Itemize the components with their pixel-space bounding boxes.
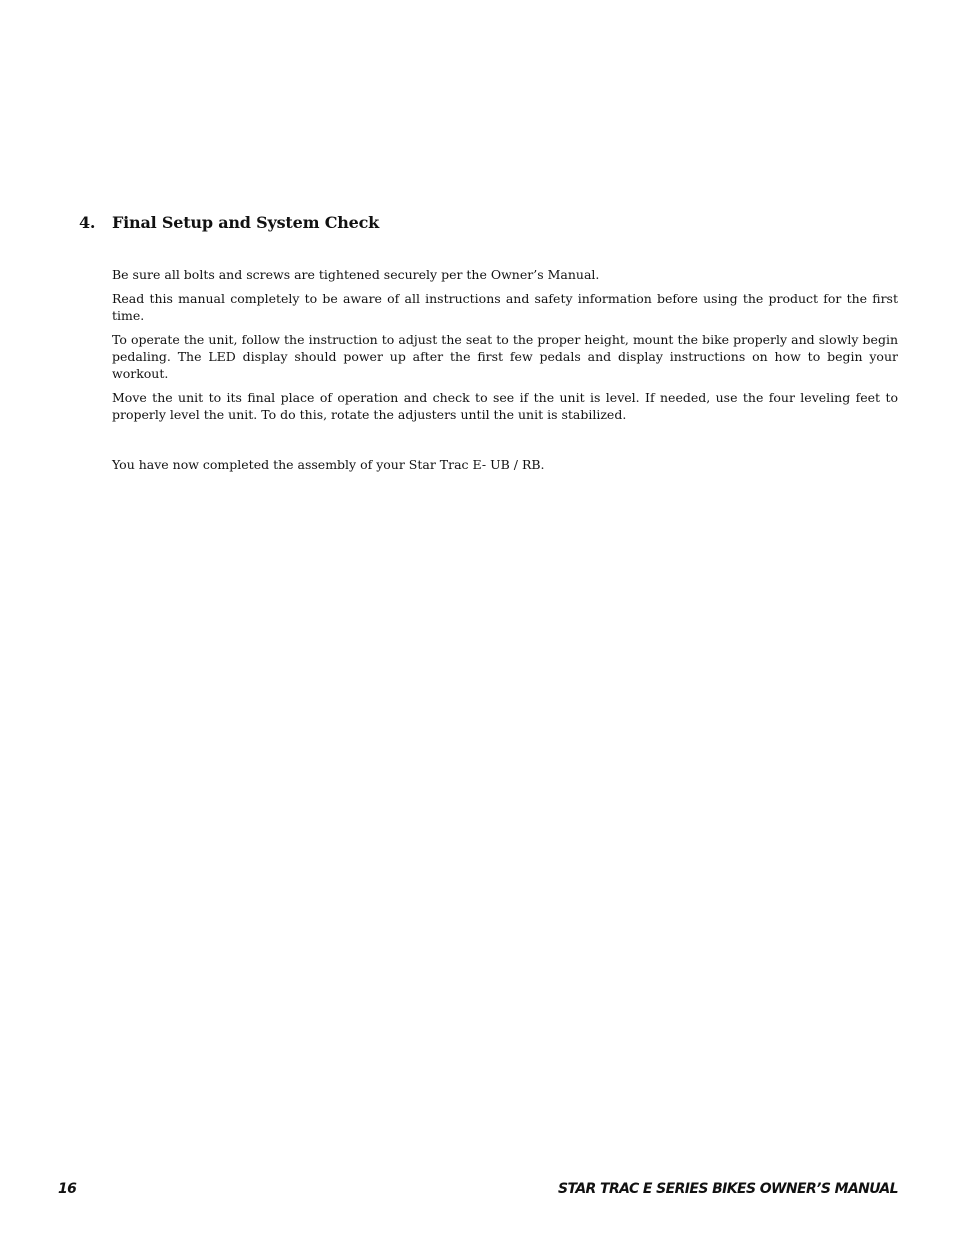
paragraph-completed: You have now completed the assembly of your Star Trac E- UB / RB. (112, 457, 545, 472)
paragraph-read-manual: Read this manual completely to be aware of all instructions and safety information before using the product for the first time. (112, 291, 898, 323)
section-title: Final Setup and System Check (112, 213, 380, 232)
footer-manual-title: STAR TRAC E SERIES BIKES OWNER’S MANUAL (557, 1181, 898, 1197)
paragraph-level-unit: Move the unit to its final place of operation and check to see if the unit is level. If needed, use the four leveling feet to properly level the unit. To do this, rotate the adjusters until the unit is stabilized. (112, 390, 898, 422)
page-number: 16 (58, 1181, 77, 1197)
paragraph-operate-unit: To operate the unit, follow the instruction to adjust the seat to the proper height, mount the bike properly and slowly begin pedaling. The LED display should power up after the first few pedals and display instructions on how to begin your workout. (112, 332, 898, 381)
section-heading (79, 213, 379, 232)
section-body (112, 266, 898, 480)
section-number: 4. (79, 213, 96, 232)
paragraph-bolts: Be sure all bolts and screws are tightened securely per the Owner’s Manual. (112, 267, 600, 282)
